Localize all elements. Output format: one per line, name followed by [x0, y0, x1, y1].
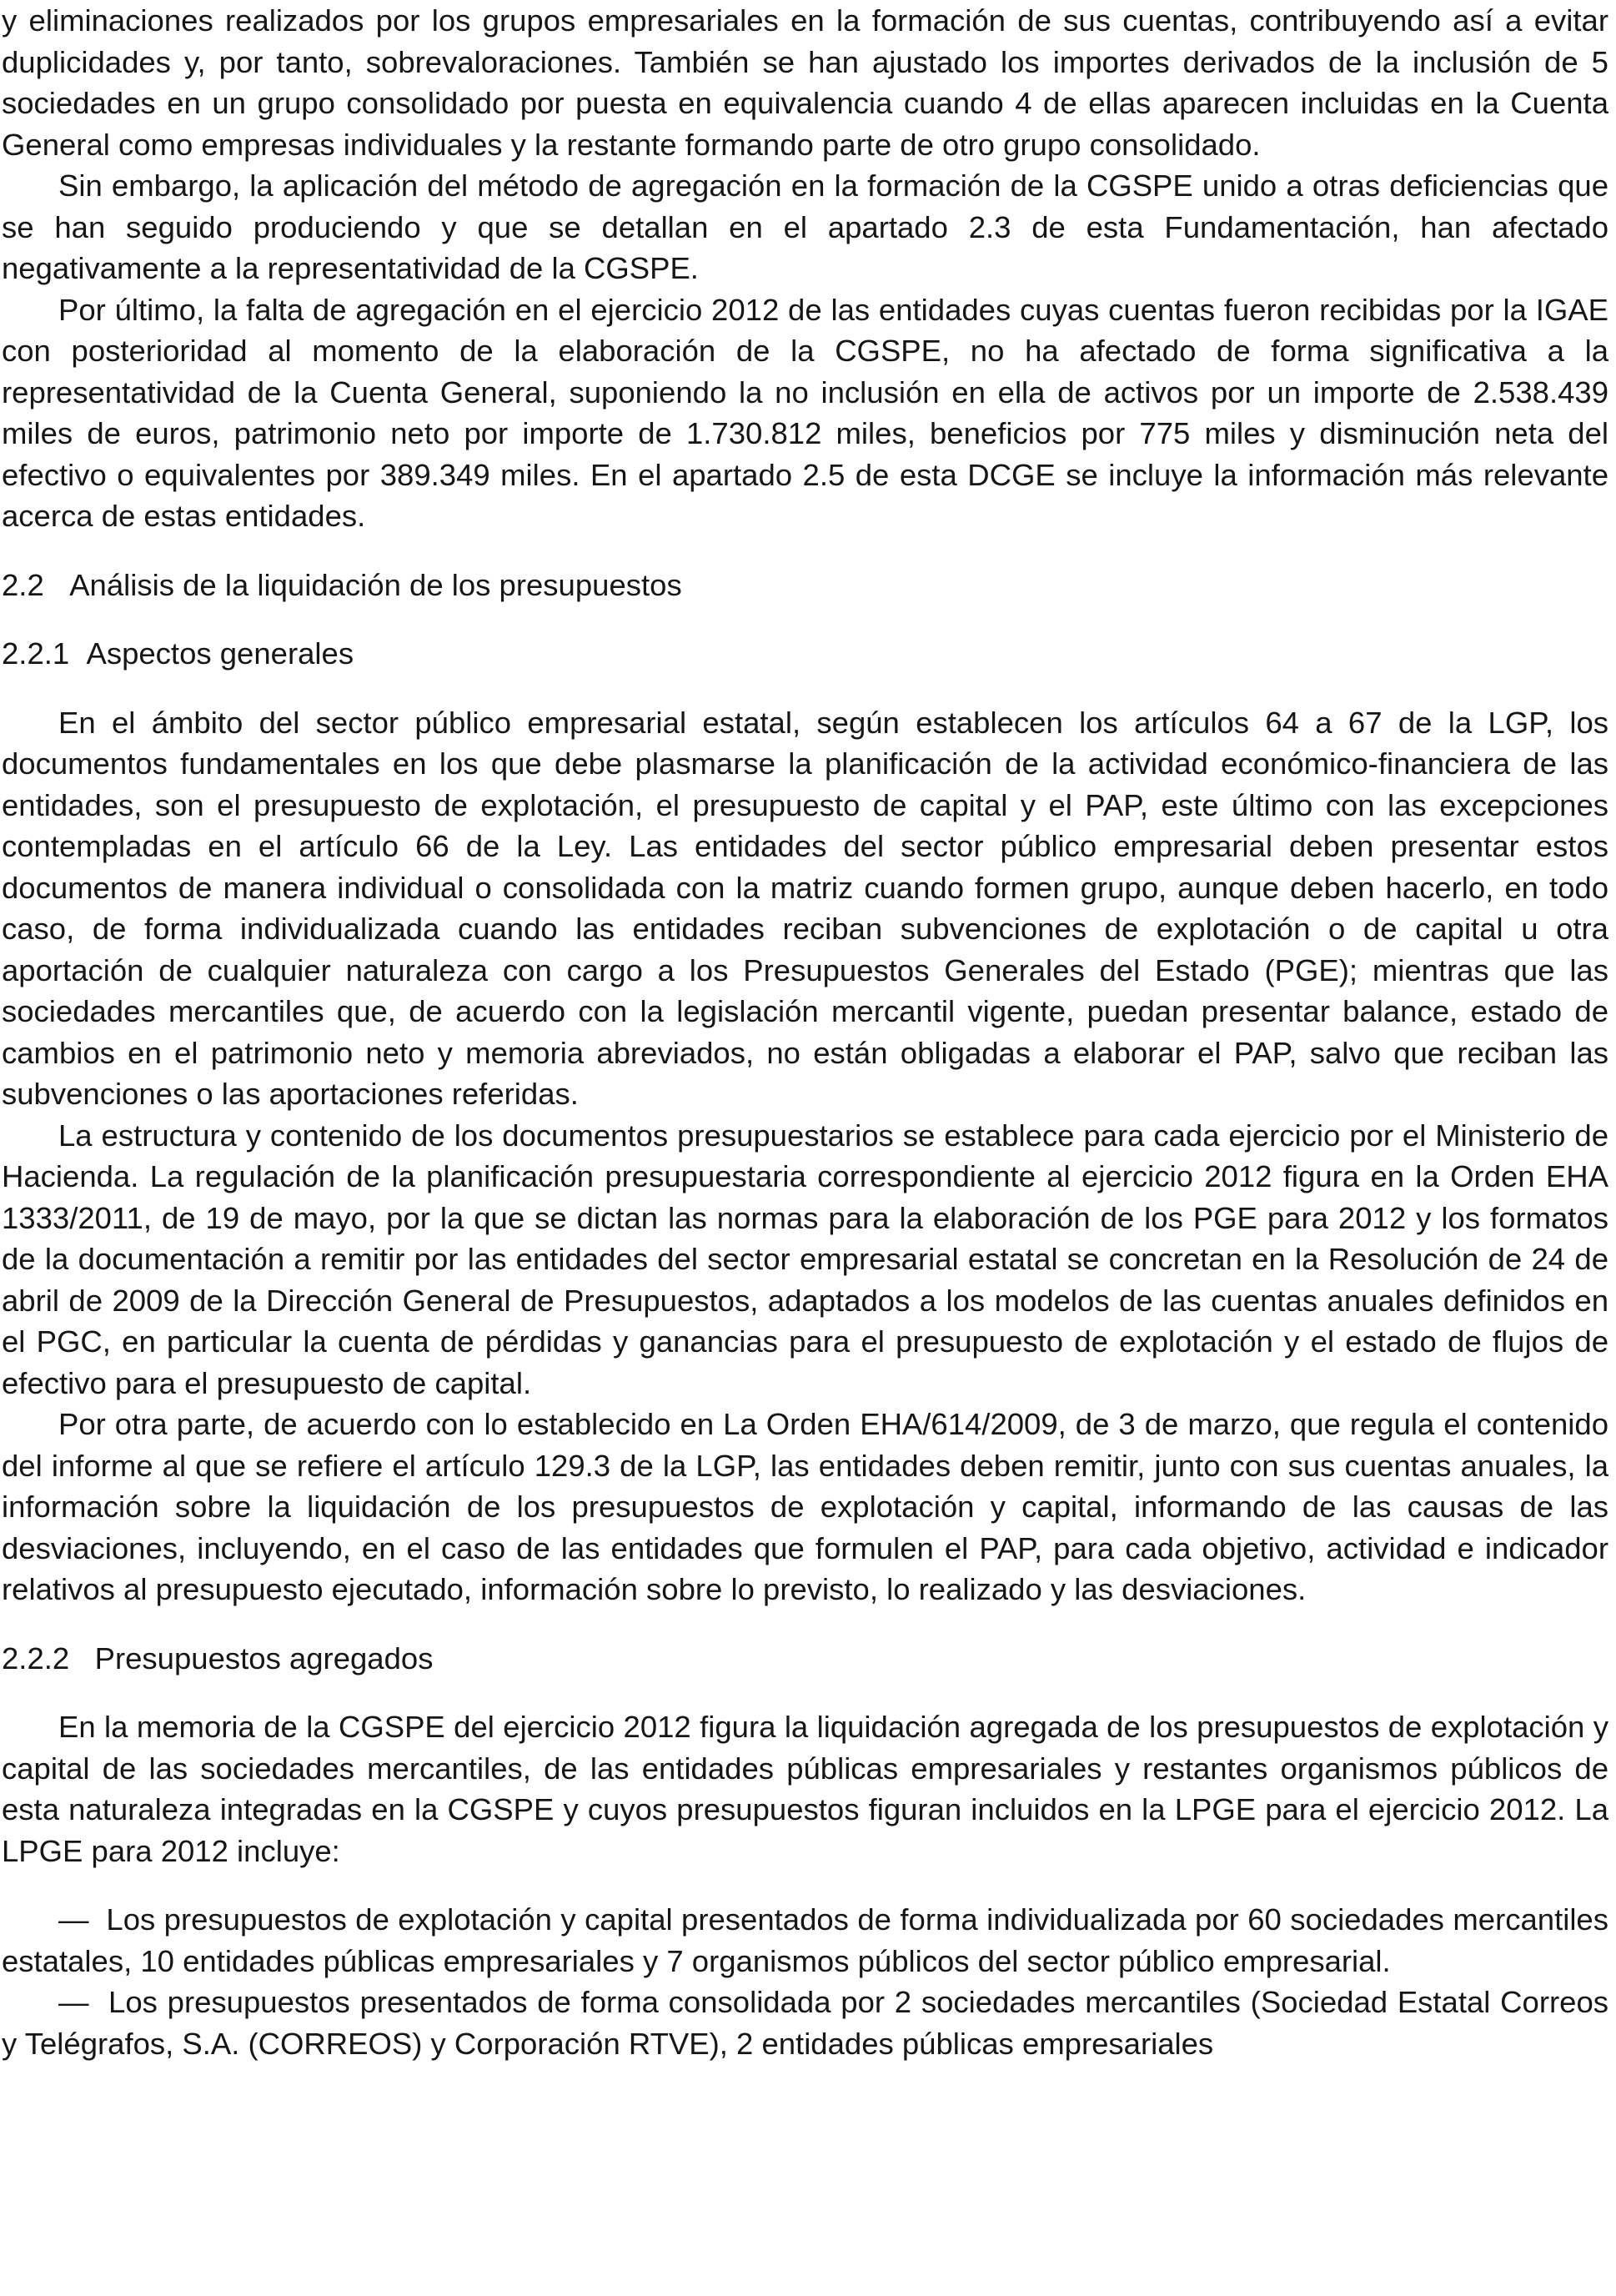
- section-title: Aspectos generales: [86, 636, 354, 671]
- paragraph-representatividad: Sin embargo, la aplicación del método de agregación en la formación de la CGSPE unido a otras deficiencias que se han seguido produciendo y que se detallan en el apartado 2.3 de esta Fundamentación, han afectado negativamente a la representatividad de la CGSPE.: [2, 168, 1608, 285]
- paragraph-orden-eha: Por otra parte, de acuerdo con lo establecido en La Orden EHA/614/2009, de 3 de marzo, que regula el contenido del informe al que se refiere el artículo 129.3 de la LGP, las entidades deben remitir, junto con sus cuentas anuales, la información sobre la liquidación de los presupuestos de explotación y capital, informando de las causas de las desviaciones, incluyendo, en el caso de las entidades que formulen el PAP, para cada objetivo, actividad e indicador relativos al presupuesto ejecutado, información sobre lo previsto, lo realizado y las desviaciones.: [2, 1407, 1608, 1606]
- paragraph-falta-agregacion: Por último, la falta de agregación en el ejercicio 2012 de las entidades cuyas cuentas fueron recibidas por la IGAE con posterioridad al momento de la elaboración de la CGSPE, no ha afectado de forma significativa a la representatividad de la Cuenta General, suponiendo la no inclusión en ella de activos por un importe de 2.538.439 miles de euros, patrimonio neto por importe de 1.730.812 miles, beneficios por 775 miles y disminución neta del efectivo o equivalentes por 389.349 miles. En el apartado 2.5 de esta DCGE se incluye la información más relevante acerca de estas entidades.: [2, 292, 1608, 533]
- section-heading-2-2-2: [2, 1638, 1608, 1680]
- section-number: 2.2.2: [2, 1640, 70, 1676]
- list-item: [2, 1899, 1608, 1982]
- section-heading-2-2-1: [2, 633, 1608, 675]
- section-heading-2-2: [2, 565, 1608, 606]
- list-item-text: Los presupuestos de explotación y capital presentados de forma individualizada por 60 sociedades mercantiles estatales, 10 entidades públicas empresariales y 7 organismos públicos del sector público empresarial.: [2, 1902, 1608, 1978]
- dash-marker: —: [58, 1985, 89, 2019]
- paragraph-estructura: La estructura y contenido de los documentos presupuestarios se establece para cada ejercicio por el Ministerio de Hacienda. La regulación de la planificación presupuestaria correspondiente al ejercicio 2012 figura en la Orden EHA 1333/2011, de 19 de mayo, por la que se dictan las normas para la elaboración de los PGE para 2012 y los formatos de la documentación a remitir por las entidades del sector empresarial estatal se concretan en la Resolución de 24 de abril de 2009 de la Dirección General de Presupuestos, adaptados a los modelos de las cuentas anuales definidos en el PGC, en particular la cuenta de pérdidas y ganancias para el presupuesto de explotación y el estado de flujos de efectivo para el presupuesto de capital.: [2, 1118, 1608, 1400]
- paragraph-memoria-cgspe: En la memoria de la CGSPE del ejercicio 2012 figura la liquidación agregada de los presupuestos de explotación y capital de las sociedades mercantiles, de las entidades públicas empresariales y restantes organismos públicos de esta naturaleza integradas en la CGSPE y cuyos presupuestos figuran incluidos en la LPGE para el ejercicio 2012. La LPGE para 2012 incluye:: [2, 1710, 1608, 1868]
- section-title: Presupuestos agregados: [94, 1640, 434, 1676]
- section-number: 2.2: [2, 567, 44, 602]
- section-title: Análisis de la liquidación de los presupuestos: [69, 567, 682, 602]
- list-item-text: Los presupuestos presentados de forma consolidada por 2 sociedades mercantiles (Sociedad Estatal Correos y Telégrafos, S.A. (CORREOS) y Corporación RTVE), 2 entidades públicas empresariales: [2, 1985, 1608, 2061]
- paragraph-ambito: En el ámbito del sector público empresarial estatal, según establecen los artículos 64 a 67 de la LGP, los documentos fundamentales en los que debe plasmarse la planificación de la actividad económico-financiera de las entidades, son el presupuesto de explotación, el presupuesto de capital y el PAP, este último con las excepciones contempladas en el artículo 66 de la Ley. Las entidades del sector público empresarial deben presentar estos documentos de manera individual o consolidada con la matriz cuando formen grupo, aunque deben hacerlo, en todo caso, de forma individualizada cuando las entidades reciban subvenciones de explotación o de capital u otra aportación de cualquier naturaleza con cargo a los Presupuestos Generales del Estado (PGE); mientras que las sociedades mercantiles que, de acuerdo con la legislación mercantil vigente, puedan presentar balance, estado de cambios en el patrimonio neto y memoria abreviados, no están obligadas a elaborar el PAP, salvo que reciban las subvenciones o las aportaciones referidas.: [2, 705, 1608, 1111]
- dash-marker: —: [58, 1902, 89, 1937]
- list-item: [2, 1982, 1608, 2064]
- section-number: 2.2.1: [2, 636, 70, 671]
- paragraph-continuation: y eliminaciones realizados por los grupos empresariales en la formación de sus cuentas, contribuyendo así a evitar duplicidades y, por tanto, sobrevaloraciones. También se han ajustado los importes derivados de la inclusión de 5 sociedades en un grupo consolidado por puesta en equivalencia cuando 4 de ellas aparecen incluidas en la Cuenta General como empresas individuales y la restante formando parte de otro grupo consolidado.: [2, 3, 1608, 162]
